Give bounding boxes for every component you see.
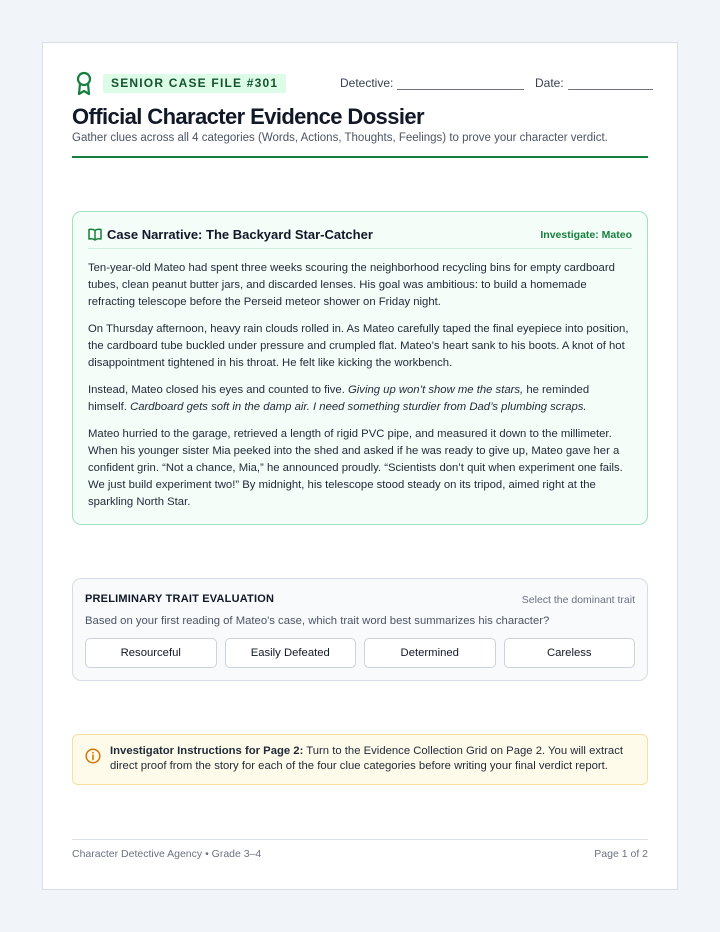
trait-evaluation-card [72,578,648,681]
narrative-title: Case Narrative: The Backyard Star-Catcher [107,227,373,242]
trait-option-easily-defeated[interactable]: Easily Defeated [225,638,357,668]
narrative-header [88,227,632,249]
page-number: Page 1 of 2 [594,848,648,860]
narrative-thought: Giving up won’t show me the stars, [348,384,524,396]
trait-heading: PRELIMINARY TRAIT EVALUATION [85,593,275,605]
date-blank[interactable] [568,79,653,90]
instructions-heading: Investigator Instructions for Page 2: [110,745,304,757]
page-title: Official Character Evidence Dossier [72,104,424,129]
narrative-text: Instead, Mateo closed his eyes and counted to five. [88,384,348,396]
info-circle-icon [85,748,101,764]
open-book-icon [88,228,102,241]
worksheet-page [42,42,678,890]
case-file-badge: SENIOR CASE FILE #301 [103,74,286,93]
page-subtitle: Gather clues across all 4 categories (Words, Actions, Thoughts, Feelings) to prove your character verdict. [72,132,608,144]
trait-option-resourceful[interactable]: Resourceful [85,638,217,668]
trait-question: Based on your first reading of Mateo's case, which trait word best summarizes his character? [85,615,550,627]
instructions-text [110,744,627,774]
narrative-thought: Cardboard gets soft in the damp air. I need something sturdier from Dad’s plumbing scraps. [130,401,587,413]
trait-option-careless[interactable]: Careless [504,638,636,668]
header-divider [72,156,648,158]
case-narrative-card [72,211,648,525]
narrative-paragraph: Mateo hurried to the garage, retrieved a length of rigid PVC pipe, and measured it down to the millimeter. When his younger sister Mia peeked into the shed and asked if he was ready to give up, Mateo gave her a confident grin. “Not a chance, Mia,” he announced proudly. “Scientists don’t quit when experiment one fails. We just build experiment two!” By midnight, his telescope stood steady on its tripod, aimed right at the sparkling North Star. [88,428,623,508]
footer-agency: Character Detective Agency • Grade 3–4 [72,848,262,860]
narrative-paragraph: On Thursday afternoon, heavy rain clouds rolled in. As Mateo carefully taped the final eyepiece into position, the cardboard tube buckled under pressure and crumpled flat. Mateo’s heart sank to his boots. A knot of hot disappointment tightened in his throat. He felt like kicking the workbench. [88,323,629,369]
narrative-body [88,260,631,521]
narrative-paragraph [88,382,631,416]
investigate-tag: Investigate: Mateo [540,229,632,241]
ribbon-award-icon [75,71,93,97]
instructions-body: Turn to the Evidence Collection Grid on Page 2. You will extract direct proof from the story for each of the four clue categories before writing your final verdict report. [110,745,623,772]
detective-blank[interactable] [397,79,524,90]
detective-label: Detective: [340,76,394,90]
header-row [72,71,648,95]
trait-option-determined[interactable]: Determined [364,638,496,668]
trait-hint: Select the dominant trait [521,594,635,606]
narrative-text: he reminded himself. [88,384,590,413]
detective-field[interactable] [340,76,524,90]
footer-divider [72,839,648,840]
trait-options [85,638,635,668]
narrative-paragraph: Ten-year-old Mateo had spent three weeks scouring the neighborhood recycling bins for empty cardboard tubes, clean peanut butter jars, and discarded lenses. His goal was ambitious: to build a homemade refracting telescope before the Perseid meteor shower on Friday night. [88,262,615,308]
date-label: Date: [535,76,564,90]
instructions-callout [72,734,648,785]
date-field[interactable] [535,76,653,90]
